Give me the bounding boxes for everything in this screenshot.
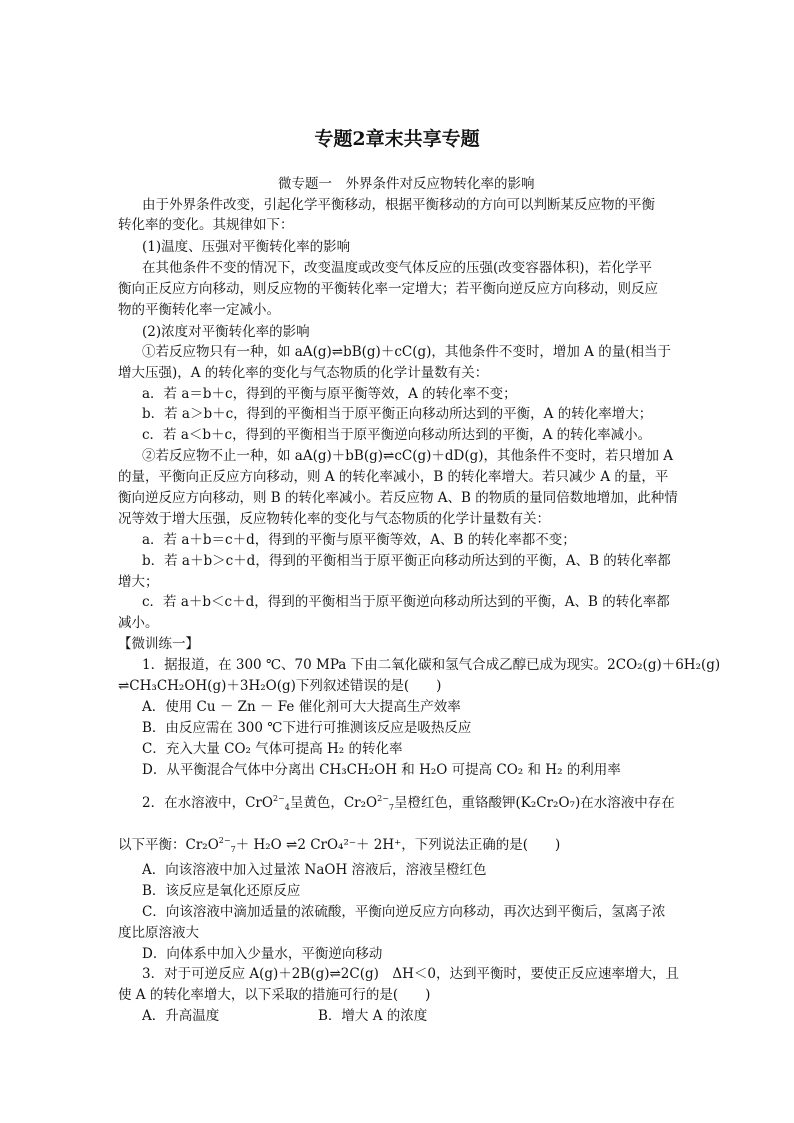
question-1-line: ⇌CH₃CH₂OH(g)＋3H₂O(g)下列叙述错误的是( ) — [118, 678, 442, 694]
question-3-line: 3．对于可逆反应 A(g)＋2B(g)⇌2C(g) ΔH＜0，达到平衡时，要使正反应速率增大，且 — [142, 966, 680, 982]
question-2-text: 2．在水溶液中，Cr — [142, 795, 262, 811]
subheading: (1)温度、压强对平衡转化率的影响 — [142, 239, 351, 255]
exercise-heading: 【微训练一】 — [118, 636, 199, 652]
question-2-text: 呈橙红色，重铬酸钾(K₂Cr₂O₇)在水溶液中存在 — [394, 795, 675, 811]
question-2-text: 呈黄色，Cr₂ — [289, 795, 367, 811]
option-a: A．使用 Cu － Zn － Fe 催化剂可大大提高生产效率 — [142, 699, 461, 715]
option-a: A．升高温度 — [142, 1008, 220, 1024]
paragraph-line: ①若反应物只有一种，如 aA(g)⇌bB(g)＋cC(g)，其他条件不变时，增加 A 的量(相当于 — [142, 344, 671, 360]
paragraph-line: 的量，平衡向正反应方向移动，则 A 的转化率减小，B 的转化率增大。若只减少 A 的量，平 — [118, 469, 669, 485]
subheading: (2)浓度对平衡转化率的影响 — [142, 324, 310, 340]
option-d: D．向体系中加入少量水，平衡逆向移动 — [142, 946, 383, 962]
count-subscript: 4 — [284, 803, 290, 812]
paragraph-line: c．若 a＜b＋c，得到的平衡相当于原平衡逆向移动所达到的平衡，A 的转化率减小。 — [142, 427, 652, 443]
option-b: B．该反应是氧化还原反应 — [142, 883, 301, 899]
option-b: B．增大 A 的浓度 — [318, 1008, 428, 1024]
option-a: A．向该溶液中加入过量浓 NaOH 溶液后，溶液呈橙红色 — [142, 862, 487, 878]
paragraph-line: c．若 a＋b＜c＋d，得到的平衡相当于原平衡逆向移动所达到的平衡，A、B 的转化率都 — [142, 594, 670, 610]
charge-superscript: 2− — [377, 794, 389, 803]
option-c: C．充入大量 CO₂ 气体可提高 H₂ 的转化率 — [142, 741, 403, 757]
paragraph-line: 增大； — [118, 574, 159, 590]
paragraph-line: 衡向正反应方向移动，则反应物的平衡转化率一定增大；若平衡向逆反应方向移动，则反应 — [118, 281, 658, 297]
section-heading: 微专题一 外界条件对反应物转化率的影响 — [278, 176, 535, 192]
count-subscript: 7 — [230, 845, 236, 854]
paragraph-line: a．若 a＋b＝c＋d，得到的平衡与原平衡等效，A、B 的转化率都不变； — [142, 532, 576, 548]
question-2-text: 以下平衡：Cr₂ — [118, 837, 208, 853]
option-c: C．向该溶液中滴加适量的浓硫酸，平衡向逆反应方向移动，再次达到平衡后，氢离子浓 — [142, 904, 666, 920]
question-2-line — [142, 789, 675, 818]
chem-o: O — [207, 837, 219, 853]
paragraph-line: b．若 a＞b＋c，得到的平衡相当于原平衡正向移动所达到的平衡，A 的转化率增大； — [142, 406, 653, 422]
option-b: B．由反应需在 300 ℃下进行可推测该反应是吸热反应 — [142, 720, 472, 736]
paragraph-line: 衡向逆反应方向移动，则 B 的转化率减小。若反应物 A、B 的物质的量同倍数地增加，此种情 — [118, 490, 678, 506]
question-2-line — [118, 831, 560, 860]
chem-o: O — [261, 795, 273, 811]
option-d: D．从平衡混合气体中分离出 CH₃CH₂OH 和 H₂O 可提高 CO₂ 和 H₂ 的利用率 — [142, 762, 621, 778]
question-2-text: ＋ H₂O ⇌2 CrO₄²⁻＋ 2H⁺，下列说法正确的是( ) — [235, 837, 561, 853]
paragraph-line: 物的平衡转化率一定减小。 — [118, 302, 280, 318]
option-c: 度比原溶液大 — [118, 925, 199, 941]
paragraph-line: b．若 a＋b＞c＋d，得到的平衡相当于原平衡正向移动所达到的平衡，A、B 的转化率都 — [142, 553, 671, 569]
paragraph-line: 由于外界条件改变，引起化学平衡移动，根据平衡移动的方向可以判断某反应物的平衡 — [142, 197, 655, 213]
paragraph-line: 况等效于增大压强，反应物转化率的变化与气态物质的化学计量数有关： — [118, 511, 550, 527]
question-1-line: 1．据报道，在 300 ℃、70 MPa 下由二氧化碳和氢气合成乙醇已成为现实。2CO₂(g)＋6H₂(g) — [142, 657, 721, 673]
chem-o: O — [366, 795, 378, 811]
question-3-line: 使 A 的转化率增大，以下采取的措施可行的是( ) — [118, 987, 431, 1003]
paragraph-line: 转化率的变化。其规律如下： — [118, 217, 294, 233]
paragraph-line: ②若反应物不止一种，如 aA(g)＋bB(g)⇌cC(g)＋dD(g)，其他条件不变时，若只增加 A — [142, 448, 674, 464]
paragraph-line: 增大压强)，A 的转化率的变化与气态物质的化学计量数有关： — [118, 365, 489, 381]
page-title: 专题2章末共享专题 — [314, 128, 480, 150]
paragraph-line: 在其他条件不变的情况下，改变温度或改变气体反应的压强(改变容器体积)，若化学平 — [142, 260, 653, 276]
paragraph-line: 减小。 — [118, 615, 159, 631]
charge-superscript: 2− — [218, 836, 231, 845]
charge-superscript: 2− — [272, 794, 285, 803]
count-subscript: 7 — [388, 803, 395, 812]
paragraph-line: a．若 a＝b＋c，得到的平衡与原平衡等效，A 的转化率不变； — [142, 386, 517, 402]
